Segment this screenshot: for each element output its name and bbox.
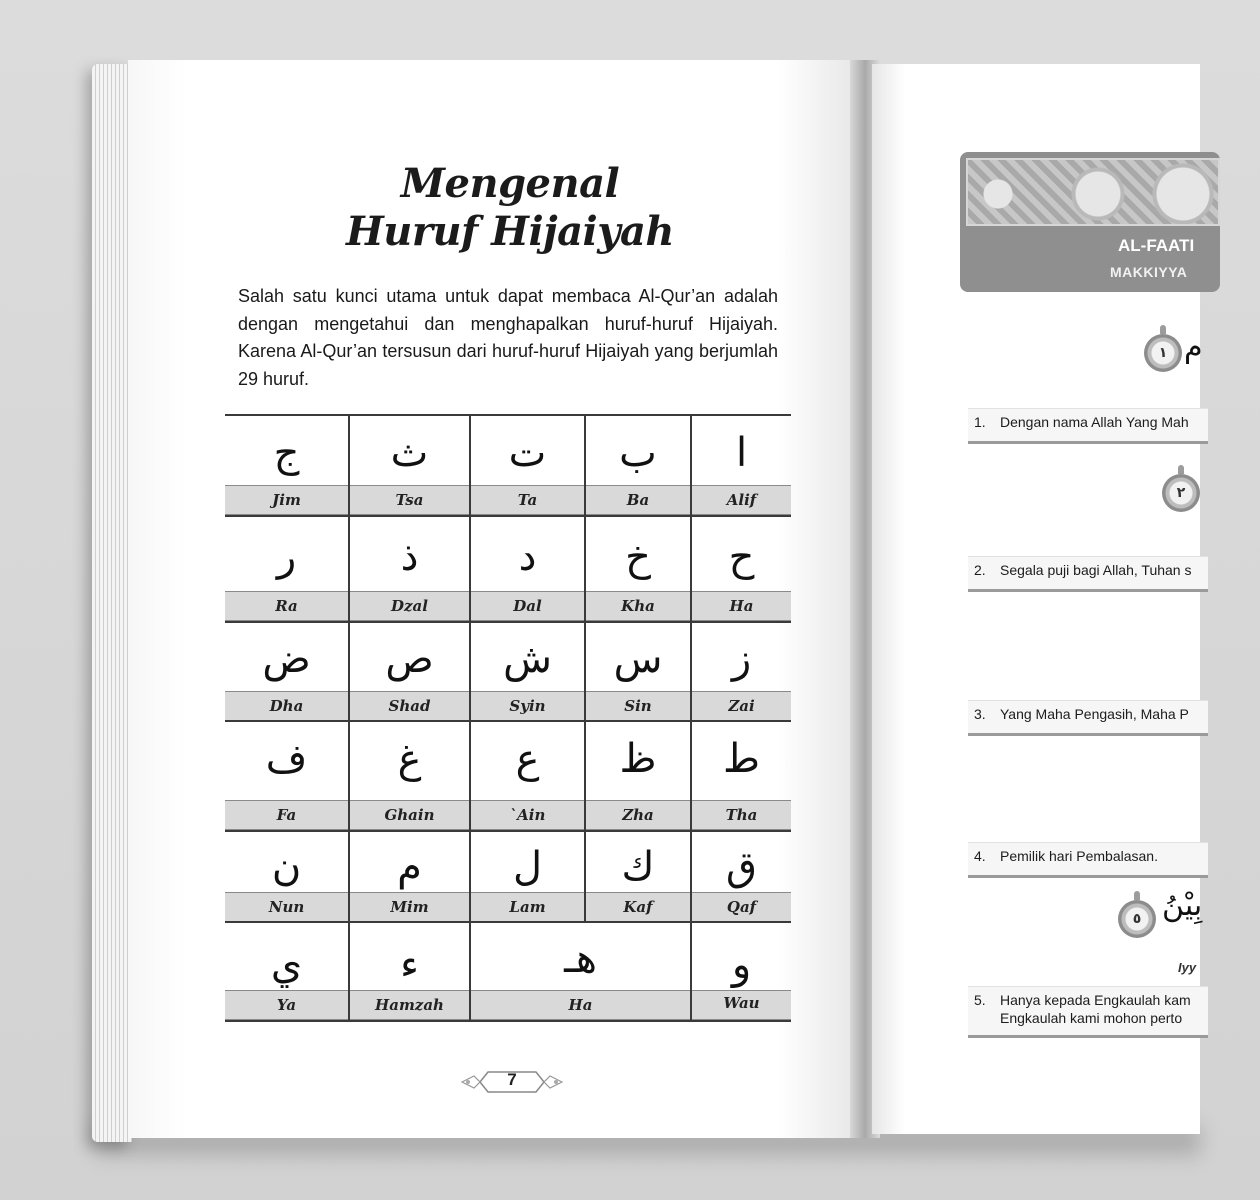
letter-glyph: غ (397, 736, 422, 782)
verse-marker-1: ١ (1144, 334, 1182, 372)
hijaiyah-letter-table (225, 414, 791, 1022)
table-rule (225, 921, 791, 923)
verse-marker-5: ٥ (1118, 900, 1156, 938)
letter-name: Alif (726, 491, 757, 509)
surah-type: MAKKIYYA (1110, 264, 1188, 280)
arabic-verse-fragment: م (1184, 330, 1203, 365)
letter-name: Ya (276, 996, 297, 1014)
letter-name: Ha (568, 996, 593, 1014)
letter-glyph: ث (390, 430, 429, 476)
letter-glyph: ب (619, 430, 657, 476)
letter-glyph: ط (723, 736, 760, 782)
letter-name: Qaf (726, 898, 757, 916)
table-rule (225, 1020, 791, 1022)
letter-glyph: ح (728, 534, 755, 580)
letter-name: Hamzah (375, 996, 444, 1014)
letter-glyph: ا (735, 430, 748, 476)
table-rule (225, 720, 791, 722)
surah-title: AL-FAATI (1118, 236, 1195, 255)
letter-name: Kha (621, 597, 655, 615)
right-page (872, 64, 1203, 1134)
surah-banner (960, 152, 1220, 292)
letter-name: Wau (723, 994, 760, 1012)
letter-name: Fa (276, 806, 297, 824)
letter-name: Tsa (395, 491, 424, 509)
letter-name: Mim (390, 898, 429, 916)
letter-name: Lam (509, 898, 546, 916)
letter-name: Syin (509, 697, 546, 715)
letter-glyph: ز (731, 636, 752, 682)
letter-glyph: ظ (619, 736, 657, 782)
translation-text: Dengan nama Allah Yang Mah (1000, 414, 1189, 430)
letter-glyph: م (397, 844, 422, 890)
letter-name: Ghain (384, 806, 435, 824)
translation-row-2 (968, 556, 1208, 592)
translation-text: Hanya kepada Engkaulah kam (1000, 992, 1191, 1008)
translation-text: Yang Maha Pengasih, Maha P (1000, 706, 1189, 722)
verse-marker-2: ٢ (1162, 474, 1200, 512)
letter-name: Jim (272, 491, 301, 509)
intro-paragraph: Salah satu kunci utama untuk dapat membaca Al-Qur’an adalah dengan mengetahui dan menghapalkan huruf-huruf Hijaiyah. Karena Al-Qur’an tersusun dari huruf-huruf Hijaiyah yang berjumlah 29 huruf. (238, 286, 778, 389)
transliteration-fragment: Iyy (1178, 960, 1197, 975)
table-rule (225, 830, 791, 832)
book-page-edges (92, 64, 132, 1142)
letter-name: Tha (725, 806, 758, 824)
letter-name: Zha (622, 806, 654, 824)
letter-glyph: ت (508, 430, 547, 476)
letter-name: Zai (728, 697, 755, 715)
letter-name: Shad (388, 697, 431, 715)
letter-name: Ta (517, 491, 538, 509)
page-title-line1: Mengenal (400, 160, 620, 207)
translation-text: Segala puji bagi Allah, Tuhan s (1000, 562, 1192, 578)
page-title-line2: Huruf Hijaiyah (346, 208, 674, 255)
table-rule (225, 621, 791, 623)
verse-number: 1. (974, 414, 986, 430)
verse-number: 2. (974, 562, 986, 578)
letter-glyph: ك (621, 844, 655, 890)
ornament-pattern (966, 158, 1220, 226)
letter-name: `Ain (509, 806, 546, 824)
letter-name: Ra (275, 597, 298, 615)
letter-glyph: ع (515, 736, 540, 782)
letter-glyph: ص (385, 636, 434, 682)
letter-name: Dal (513, 597, 542, 615)
translation-row-1 (968, 408, 1208, 444)
letter-glyph: ج (273, 430, 300, 476)
letter-name: Kaf (623, 898, 653, 916)
letter-glyph: ق (725, 844, 758, 890)
letter-glyph: س (613, 636, 663, 682)
verse-number: 4. (974, 848, 986, 864)
arabic-verse-fragment: بِيْنُ (1162, 888, 1203, 923)
letter-name: Ha (729, 597, 754, 615)
translation-row-5 (968, 986, 1208, 1038)
letter-glyph: ذ (400, 534, 419, 580)
letter-glyph: ي (270, 942, 303, 988)
letter-glyph: ض (262, 636, 311, 682)
letter-glyph: ل (512, 844, 543, 890)
letter-glyph: خ (625, 534, 651, 580)
page-number: 7 (507, 1070, 517, 1089)
table-rule (225, 414, 791, 416)
table-rule (225, 515, 791, 517)
translation-text-continued: Engkaulah kami mohon perto (1000, 1010, 1183, 1026)
translation-row-3 (968, 700, 1208, 736)
letter-name: Ba (626, 491, 650, 509)
verse-number: 5. (974, 992, 986, 1008)
letter-glyph: ش (503, 636, 552, 682)
letter-glyph: ر (276, 534, 297, 580)
letter-glyph: هـ (564, 936, 597, 982)
letter-glyph: ن (271, 844, 302, 890)
verse-number: 3. (974, 706, 986, 722)
letter-name: Dha (269, 697, 304, 715)
letter-glyph: د (518, 534, 537, 580)
translation-row-4 (968, 842, 1208, 878)
letter-name: Nun (268, 898, 305, 916)
letter-glyph: ف (265, 736, 308, 782)
letter-name: Dzal (391, 597, 428, 615)
letter-name: Sin (624, 697, 652, 715)
letter-glyph: ء (400, 942, 419, 988)
letter-glyph: و (731, 942, 752, 988)
translation-text: Pemilik hari Pembalasan. (1000, 848, 1158, 864)
